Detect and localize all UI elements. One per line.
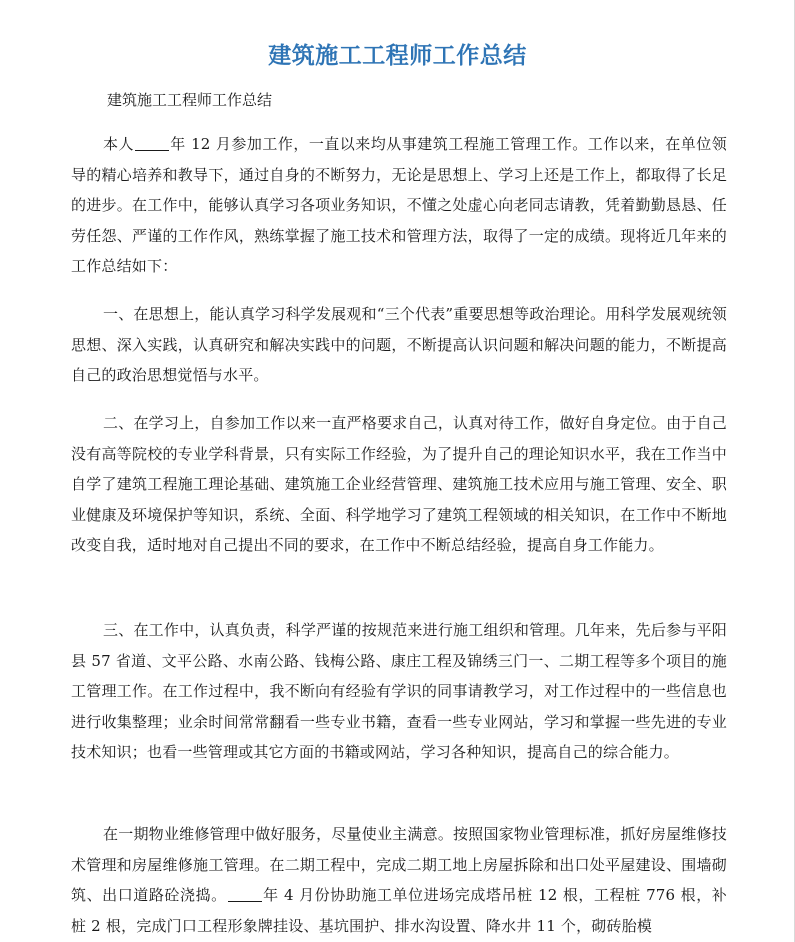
paragraph-property-rest: 年 4 月份协助施工单位进场完成塔吊桩 12 根，工程桩 776 根，补桩 2 根，完成门口工程形象牌挂设、基坑围护、排水沟设置、降水井 11 个，砌砖胎模 — [71, 886, 727, 935]
paragraph-property-lead: 在一期物业维修管理中做好服务，尽量使业主满意。按照国家物业管理标准，抓好房屋维修技术管理和房屋维修施工管理。在二期工程中，完成二期工地上房屋拆除和出口处平屋建设、围墙砌筑、出口道路砼浇捣。 — [71, 825, 727, 905]
paragraph-intro — [71, 129, 727, 282]
paragraph-intro-lead: 本人 — [103, 135, 134, 153]
document-subtitle: 建筑施工工程师工作总结 — [107, 91, 273, 109]
year-blank — [228, 887, 262, 902]
paragraph-property — [71, 819, 727, 941]
paragraph-thought: 一、在思想上，能认真学习科学发展观和“三个代表”重要思想等政治理论。用科学发展观统领思想、深入实践，认真研究和解决实践中的问题，不断提高认识问题和解决问题的能力，不断提高自己的政治思想觉悟与水平。 — [71, 305, 727, 385]
document-title: 建筑施工工程师工作总结 — [268, 43, 527, 69]
paragraph-intro-rest: 年 12 月参加工作，一直以来均从事建筑工程施工管理工作。工作以来，在单位领导的精心培养和教导下，通过自身的不断努力，无论是思想上、学习上还是工作上，都取得了长足的进步。在工作中，能够认真学习各项业务知识，不懂之处虚心向老同志请教，凭着勤勤恳恳、任劳任怨、严谨的工作作风，熟练掌握了施工技术和管理方法，取得了一定的成绩。现将近几年来的工作总结如下： — [71, 135, 727, 276]
paragraph-study: 二、在学习上，自参加工作以来一直严格要求自己，认真对待工作，做好自身定位。由于自己没有高等院校的专业学科背景，只有实际工作经验，为了提升自己的理论知识水平，我在工作当中自学了建筑工程施工理论基础、建筑施工企业经营管理、建筑施工技术应用与施工管理、安全、职业健康及环境保护等知识，系统、全面、科学地学习了建筑工程领域的相关知识，在工作中不断地改变自我，适时地对自己提出不同的要求，在工作中不断总结经验，提高自身工作能力。 — [71, 414, 727, 555]
year-blank — [135, 136, 169, 151]
paragraph-work: 三、在工作中，认真负责，科学严谨的按规范来进行施工组织和管理。几年来，先后参与平阳县 57 省道、文平公路、水南公路、钱梅公路、康庄工程及锦绣三门一、二期工程等多个项目的施工管理工作。在工作过程中，我不断向有经验有学识的同事请教学习，对工作过程中的一些信息也进行收集整理；业余时间常常翻看一些专业书籍，查看一些专业网站，学习和掌握一些先进的专业技术知识；也看一些管理或其它方面的书籍或网站，学习各种知识，提高自己的综合能力。 — [71, 621, 727, 762]
